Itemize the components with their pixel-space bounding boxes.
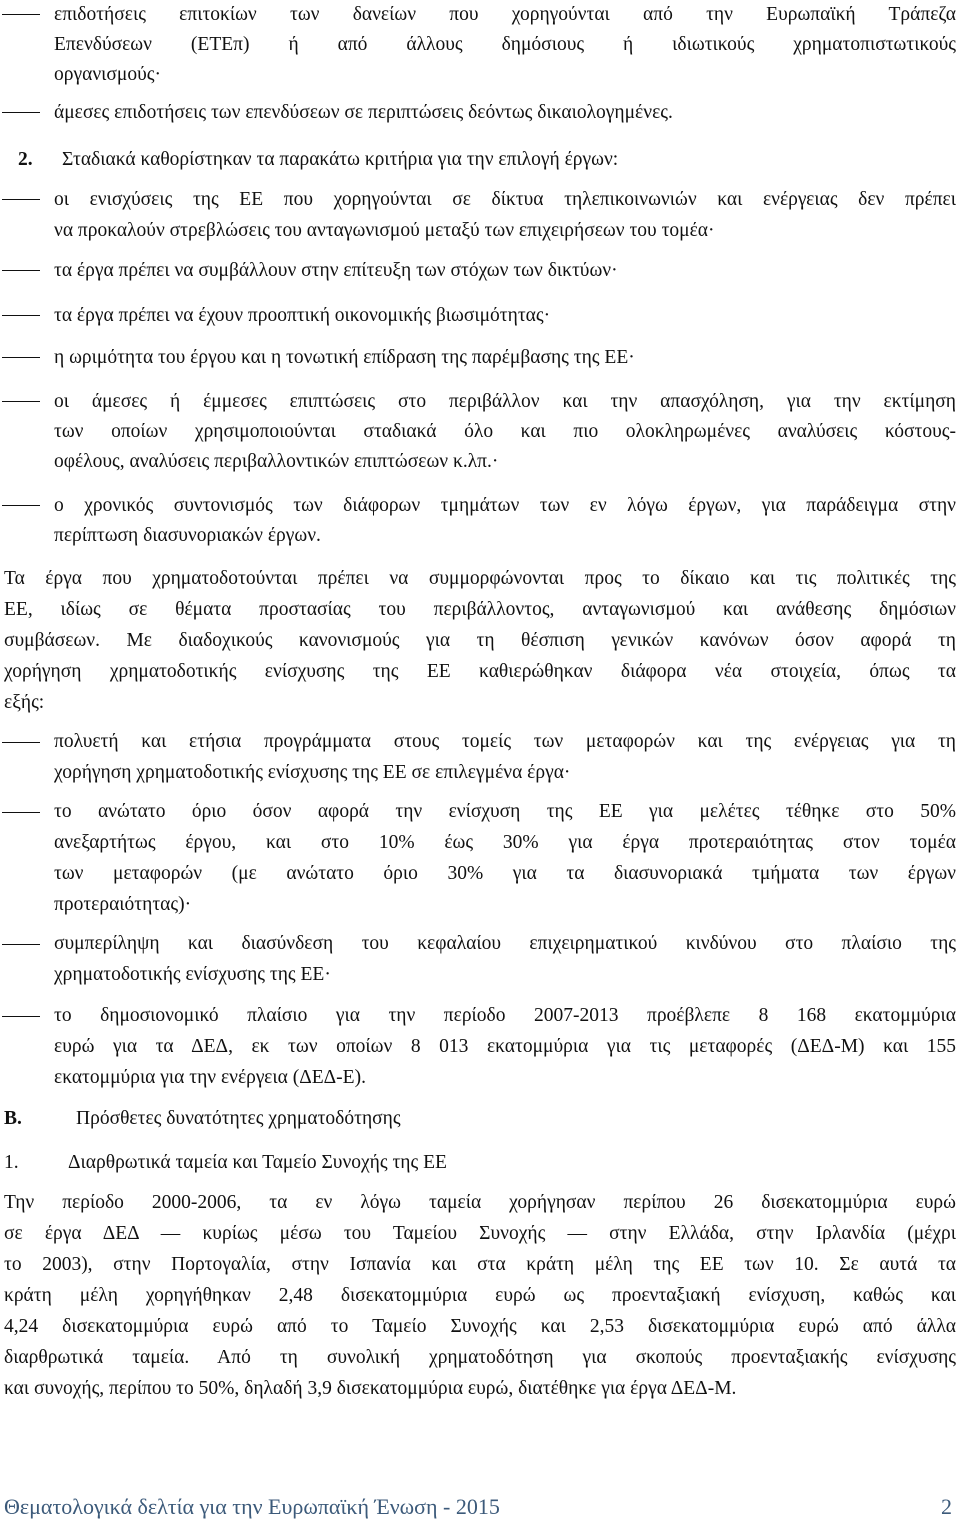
list-item-line: άμεσες επιδοτήσεις των επενδύσεων σε περιπτώσεις δεόντως δικαιολογημένες. (54, 102, 673, 123)
dash-bullet-icon (2, 401, 40, 402)
section-letter: B. (4, 1108, 22, 1129)
list-item-line: οργανισμούς· (54, 64, 161, 85)
paragraph-line: συμβάσεων. Με διαδοχικούς κανονισμούς για τη θέσπιση γενικών κανόνων όσον αφορά τη (4, 630, 956, 651)
dash-bullet-icon (2, 944, 40, 945)
dash-bullet-icon (2, 1016, 40, 1017)
list-item-line: οι άμεσες ή έμμεσες επιπτώσεις στο περιβάλλον και την απασχόληση, για την εκτίμηση (54, 391, 956, 412)
paragraph-line: Τα έργα που χρηματοδοτούνται πρέπει να συμμορφώνονται προς το δίκαιο και τις πολιτικές της (4, 568, 956, 589)
page-footer (4, 1494, 956, 1520)
dash-bullet-icon (2, 812, 40, 813)
list-item-line: προτεραιότητας)· (54, 894, 192, 915)
list-item-line: το δημοσιονομικό πλαίσιο για την περίοδο 2007-2013 προέβλεπε 8 168 εκατομμύρια (54, 1005, 956, 1026)
list-item-line: των μεταφορών (με ανώτατο όριο 30% για τα διασυνοριακά τμήματα των έργων (54, 863, 956, 884)
paragraph-line: και συνοχής, περίπου το 50%, δηλαδή 3,9 δισεκατομμύρια ευρώ, διατέθηκε για έργα ΔΕΔ-Μ. (4, 1378, 737, 1399)
list-item-line: οι ενισχύσεις της ΕΕ που χορηγούνται σε δίκτυα τηλεπικοινωνιών και ενέργειας δεν πρέπει (54, 189, 956, 210)
list-item-line: να προκαλούν στρεβλώσεις του ανταγωνισμού μεταξύ των επιχειρήσεων του τομέα· (54, 220, 715, 241)
page-number: 2 (941, 1494, 952, 1519)
paragraph-line: το 2003), στην Πορτογαλία, στην Ισπανία και στα κράτη μέλη της ΕΕ των 10. Σε αυτά τα (4, 1254, 956, 1275)
list-item-line: χορήγηση χρηματοδοτικής ενίσχυσης της ΕΕ σε επιλεγμένα έργα· (54, 762, 571, 783)
list-item-line: το ανώτατο όριο όσον αφορά την ενίσχυση της ΕΕ για μελέτες τέθηκε στο 50% (54, 801, 956, 822)
footer-title: Θεματολογικά δελτία για την Ευρωπαϊκή Ένωση - 2015 (4, 1494, 500, 1519)
list-item-line: πολυετή και ετήσια προγράμματα στους τομείς των μεταφορών και της ενέργειας για τη (54, 731, 956, 752)
dash-bullet-icon (2, 14, 40, 15)
paragraph-line: κράτη μέλη χορηγήθηκαν 2,48 δισεκατομμύρια ευρώ ως προενταξιακή ενίσχυση, καθώς και (4, 1285, 956, 1306)
list-item-line: ευρώ για τα ΔΕΔ, εκ των οποίων 8 013 εκατομμύρια για τις μεταφορές (ΔΕΔ-Μ) και 155 (54, 1036, 956, 1057)
list-item-line: τα έργα πρέπει να συμβάλλουν στην επίτευξη των στόχων των δικτύων· (54, 260, 618, 281)
section-title: Διαρθρωτικά ταμεία και Ταμείο Συνοχής της ΕΕ (68, 1152, 447, 1173)
dash-bullet-icon (2, 112, 40, 113)
dash-bullet-icon (2, 270, 40, 271)
paragraph-line: εξής: (4, 692, 45, 713)
paragraph-line: Την περίοδο 2000-2006, τα εν λόγω ταμεία χορήγησαν περίπου 26 δισεκατομμύρια ευρώ (4, 1192, 956, 1213)
dash-bullet-icon (2, 357, 40, 358)
section-text: Σταδιακά καθορίστηκαν τα παρακάτω κριτήρια για την επιλογή έργων: (62, 149, 619, 170)
list-item-line: επιδοτήσεις επιτοκίων των δανείων που χορηγούνται από την Ευρωπαϊκή Τράπεζα (54, 4, 956, 25)
section-number: 2. (18, 149, 33, 170)
list-item-line: οφέλους, αναλύσεις περιβαλλοντικών επιπτώσεων κ.λπ.· (54, 451, 499, 472)
list-item-line: ανεξαρτήτως έργου, και στο 10% έως 30% για έργα προτεραιότητας στον τομέα (54, 832, 956, 853)
list-item-line: Επενδύσεων (ΕΤΕπ) ή από άλλους δημόσιους ή ιδιωτικούς χρηματοπιστωτικούς (54, 34, 956, 55)
paragraph-line: 4,24 δισεκατομμύρια ευρώ από το Ταμείο Συνοχής και 2,53 δισεκατομμύρια ευρώ από άλλα (4, 1316, 956, 1337)
section-number: 1. (4, 1152, 19, 1173)
dash-bullet-icon (2, 742, 40, 743)
dash-bullet-icon (2, 505, 40, 506)
list-item-line: περίπτωση διασυνοριακών έργων. (54, 525, 321, 546)
section-title: Πρόσθετες δυνατότητες χρηματοδότησης (76, 1108, 401, 1129)
dash-bullet-icon (2, 199, 40, 200)
paragraph-line: χορήγηση χρηματοδοτικής ενίσχυσης της ΕΕ καθιερώθηκαν διάφορα νέα στοιχεία, όπως τα (4, 661, 956, 682)
list-item-line: τα έργα πρέπει να έχουν προοπτική οικονομικής βιωσιμότητας· (54, 305, 551, 326)
dash-bullet-icon (2, 315, 40, 316)
list-item-line: εκατομμύρια για την ενέργεια (ΔΕΔ-Ε). (54, 1067, 366, 1088)
list-item-line: συμπερίληψη και διασύνδεση του κεφαλαίου επιχειρηματικού κινδύνου στο πλαίσιο της (54, 933, 956, 954)
paragraph-line: διαρθρωτικά ταμεία. Από τη συνολική χρηματοδότηση για σκοπούς προενταξιακής ενίσχυσης (4, 1347, 956, 1368)
list-item-line: χρηματοδοτικής ενίσχυσης της ΕΕ· (54, 964, 331, 985)
paragraph-line: ΕΕ, ιδίως σε θέματα προστασίας του περιβάλλοντος, ανταγωνισμού και ανάθεσης δημόσιων (4, 599, 956, 620)
list-item-line: ο χρονικός συντονισμός των διάφορων τμημάτων των εν λόγω έργων, για παράδειγμα στην (54, 495, 956, 516)
list-item-line: η ωριμότητα του έργου και η τονωτική επίδραση της παρέμβασης της ΕΕ· (54, 347, 635, 368)
list-item-line: των οποίων χρησιμοποιούνται σταδιακά όλο και πιο ολοκληρωμένες αναλύσεις κόστους- (54, 421, 956, 442)
paragraph-line: σε έργα ΔΕΔ — κυρίως μέσω του Ταμείου Συνοχής — στην Ελλάδα, στην Ιρλανδία (μέχρι (4, 1223, 956, 1244)
